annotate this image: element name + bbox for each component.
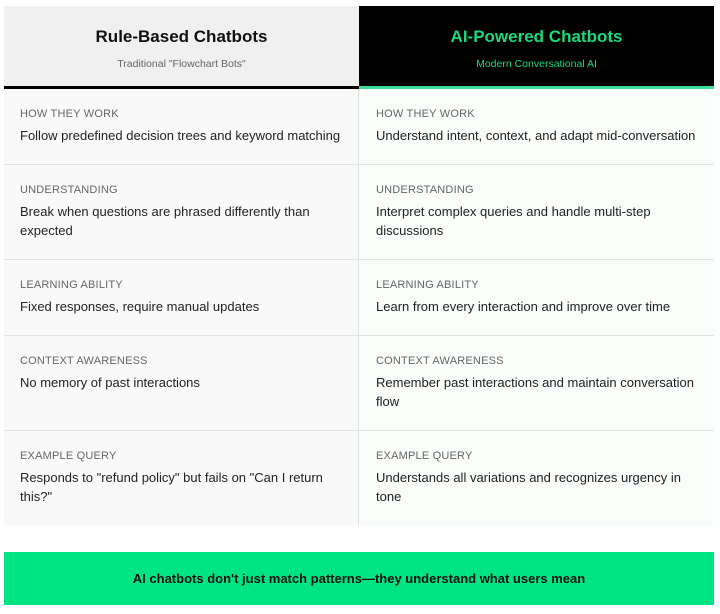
row-label: HOW THEY WORK <box>376 108 475 120</box>
row-label: HOW THEY WORK <box>20 108 119 120</box>
row-label: UNDERSTANDING <box>376 184 474 196</box>
row-label: UNDERSTANDING <box>20 184 118 196</box>
cell-left <box>4 431 359 526</box>
header-rule-based <box>4 6 359 89</box>
row-label: LEARNING ABILITY <box>376 279 479 291</box>
row-label: CONTEXT AWARENESS <box>376 355 504 367</box>
row-text: Interpret complex queries and handle multi-step discussions <box>376 204 651 238</box>
table-row <box>4 431 714 526</box>
cell-right <box>359 336 714 430</box>
table-row <box>4 165 714 260</box>
row-text: Break when questions are phrased differently than expected <box>20 204 310 238</box>
row-text: Understand intent, context, and adapt mid-conversation <box>376 128 696 143</box>
row-label: EXAMPLE QUERY <box>376 450 473 462</box>
row-label: LEARNING ABILITY <box>20 279 123 291</box>
cell-left <box>4 165 359 259</box>
cell-left <box>4 336 359 430</box>
cell-left <box>4 89 359 164</box>
cell-right <box>359 89 714 164</box>
column-subtitle: Traditional "Flowchart Bots" <box>117 57 246 70</box>
header-ai-powered <box>359 6 714 89</box>
column-title: AI-Powered Chatbots <box>450 26 623 46</box>
row-text: Learn from every interaction and improve over time <box>376 299 671 314</box>
row-label: CONTEXT AWARENESS <box>20 355 148 367</box>
table-header <box>4 6 714 89</box>
row-text: No memory of past interactions <box>20 375 200 390</box>
row-label: EXAMPLE QUERY <box>20 450 117 462</box>
table-row <box>4 336 714 431</box>
cell-right <box>359 260 714 335</box>
row-text: Fixed responses, require manual updates <box>20 299 260 314</box>
summary-banner: AI chatbots don't just match patterns—they understand what users mean <box>4 552 714 605</box>
column-title: Rule-Based Chatbots <box>95 26 268 46</box>
cell-left <box>4 260 359 335</box>
comparison-table <box>4 6 714 526</box>
table-row <box>4 260 714 336</box>
row-text: Understands all variations and recognizes urgency in tone <box>376 470 681 504</box>
cell-right <box>359 165 714 259</box>
cell-right <box>359 431 714 526</box>
table-row <box>4 89 714 165</box>
column-subtitle: Modern Conversational AI <box>476 57 597 70</box>
row-text: Remember past interactions and maintain conversation flow <box>376 375 694 409</box>
row-text: Follow predefined decision trees and keyword matching <box>20 128 341 143</box>
row-text: Responds to "refund policy" but fails on "Can I return this?" <box>20 470 323 504</box>
